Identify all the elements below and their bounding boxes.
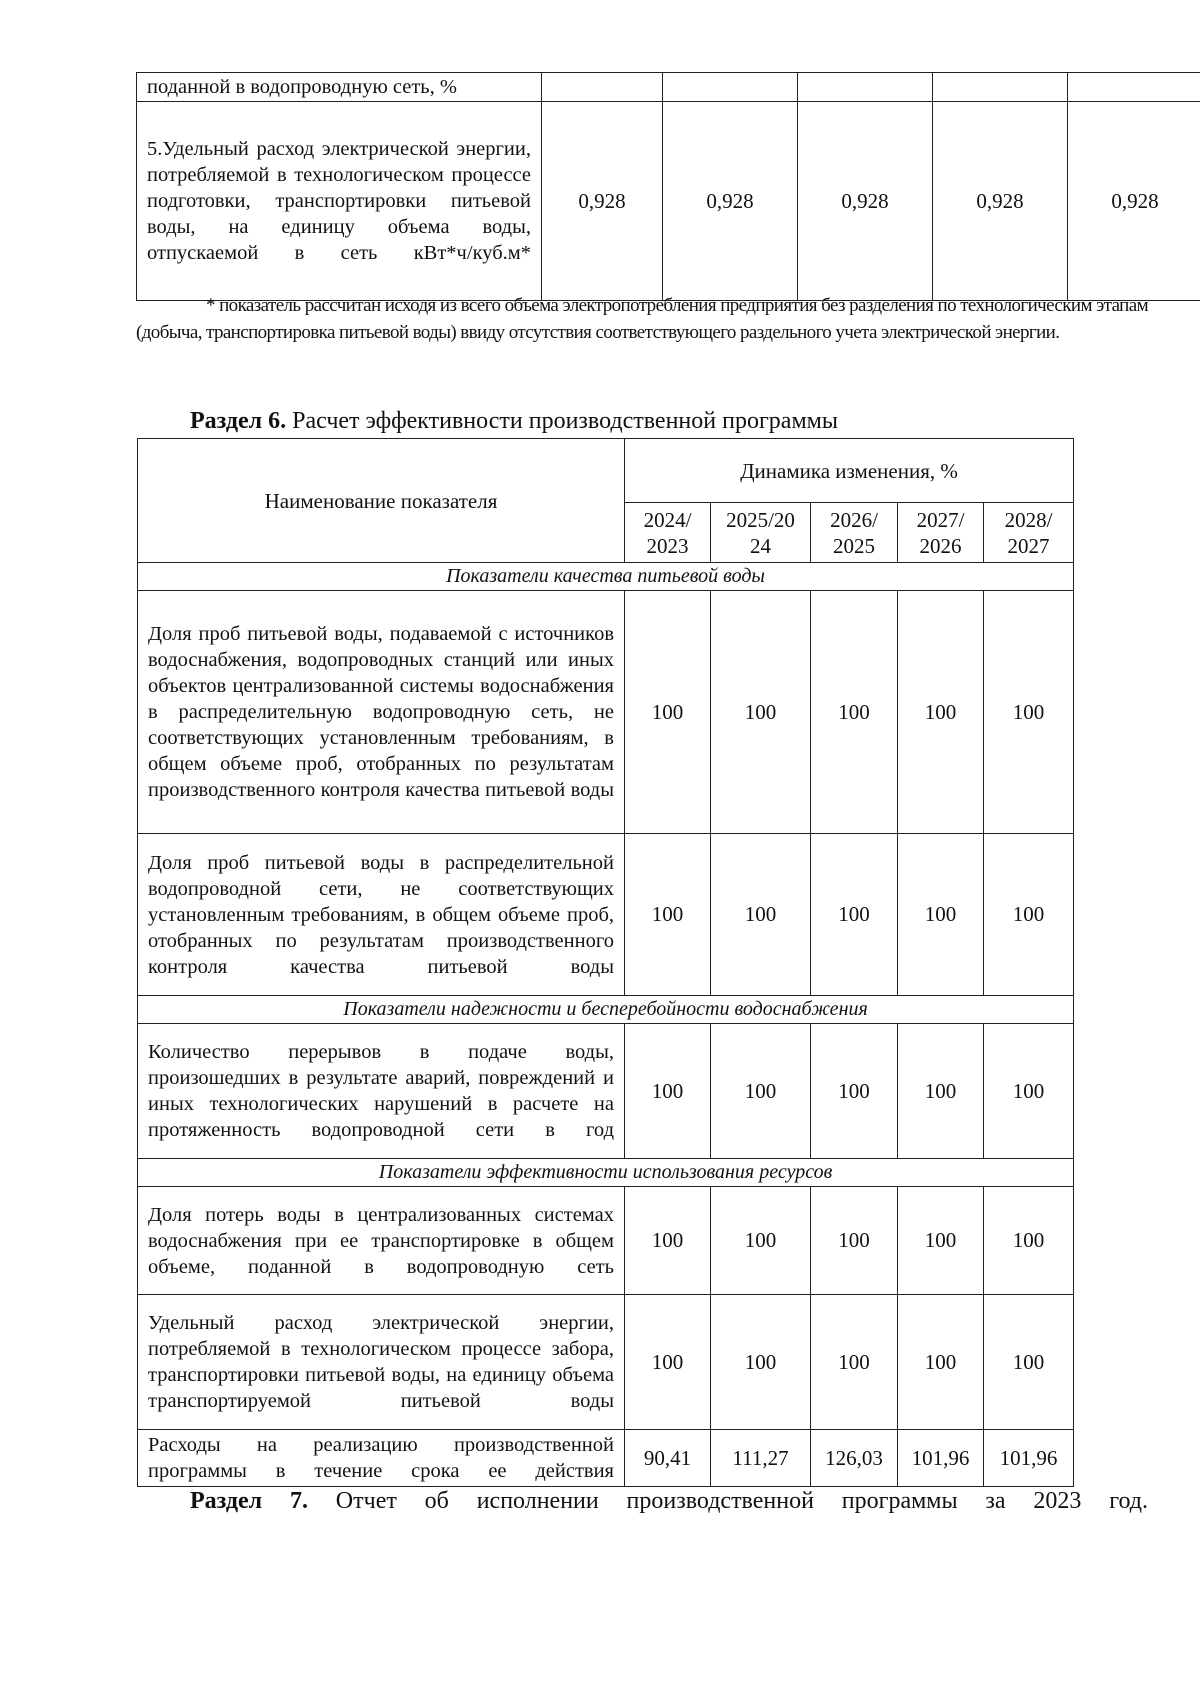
value-cell: 0,928 (663, 102, 798, 301)
footnote: * показатель рассчитан исходя из всего объема электропотребления предприятия без разделения по технологическим этапам (добыча, транспортировка питьевой воды) ввиду отсутствия соответствующего раздельного учета электрической энергии. (136, 295, 1148, 343)
value-cell: 100 (898, 591, 984, 834)
value-cell (933, 73, 1068, 102)
table-header-row (138, 439, 1074, 503)
row-label: поданной в водопроводную сеть, % (137, 73, 542, 102)
table-row (138, 591, 1074, 834)
category-row (138, 563, 1074, 591)
row-label: Доля проб питьевой воды, подаваемой с источников водоснабжения, водопроводных станций или иных объектов централизованной системы водоснабжения в распределительную водопроводную сеть, не соответствующих установленным требованиям, в общем объеме проб, отобранных по результатам производственного контроля качества питьевой воды (138, 591, 625, 834)
year-header: 2025/20 24 (711, 503, 811, 563)
value-cell: 0,928 (798, 102, 933, 301)
efficiency-table (137, 438, 1074, 1487)
value-cell: 0,928 (933, 102, 1068, 301)
row-label: 5.Удельный расход электрической энергии, потребляемой в технологическом процессе подготовки, транспортировки питьевой воды, на единицу объема воды, отпускаемой в сеть кВт*ч/куб.м* (137, 102, 542, 301)
table-row (138, 1187, 1074, 1295)
value-cell: 100 (625, 1295, 711, 1430)
row-label: Удельный расход электрической энергии, потребляемой в технологическом процессе забора, транспортировки питьевой воды, на единицу объема транспортируемой питьевой воды (138, 1295, 625, 1430)
category-title: Показатели надежности и бесперебойности водоснабжения (138, 996, 1074, 1024)
row-label: Доля потерь воды в централизованных системах водоснабжения при ее транспортировке в общем объеме, поданной в водопроводную сеть (138, 1187, 625, 1295)
dynamics-header: Динамика изменения, % (625, 439, 1074, 503)
value-cell: 100 (898, 1187, 984, 1295)
value-cell (798, 73, 933, 102)
value-cell: 100 (711, 591, 811, 834)
row-label: Количество перерывов в подаче воды, произошедших в результате аварий, повреждений и иных технологических нарушений в расчете на протяженность водопроводной сети в год (138, 1024, 625, 1159)
value-cell (663, 73, 798, 102)
value-cell: 100 (898, 1024, 984, 1159)
value-cell: 0,928 (542, 102, 663, 301)
value-cell: 100 (811, 1024, 898, 1159)
value-cell: 101,96 (984, 1430, 1074, 1487)
value-cell: 100 (984, 1187, 1074, 1295)
value-cell (1068, 73, 1200, 102)
value-cell: 100 (811, 1187, 898, 1295)
row-label: Расходы на реализацию производственной программы в течение срока ее действия (138, 1430, 625, 1487)
value-cell: 90,41 (625, 1430, 711, 1487)
table-row (138, 1295, 1074, 1430)
value-cell: 100 (811, 591, 898, 834)
row-label: Доля проб питьевой воды в распределительной водопроводной сети, не соответствующих установленным требованиям, в общем объеме проб, отобранных по результатам производственного контроля качества питьевой воды (138, 834, 625, 996)
value-cell (542, 73, 663, 102)
value-cell: 126,03 (811, 1430, 898, 1487)
table-row (137, 102, 1200, 301)
category-title: Показатели качества питьевой воды (138, 563, 1074, 591)
value-cell: 100 (711, 834, 811, 996)
value-cell: 100 (711, 1187, 811, 1295)
year-header: 2024/ 2023 (625, 503, 711, 563)
value-cell: 100 (898, 834, 984, 996)
year-header: 2026/ 2025 (811, 503, 898, 563)
section-6-heading: Раздел 6. Расчет эффективности производственной программы (190, 408, 838, 434)
category-title: Показатели эффективности использования ресурсов (138, 1159, 1074, 1187)
value-cell: 100 (625, 1024, 711, 1159)
value-cell: 100 (625, 834, 711, 996)
value-cell: 100 (984, 834, 1074, 996)
value-cell: 100 (898, 1295, 984, 1430)
value-cell: 100 (711, 1024, 811, 1159)
value-cell: 101,96 (898, 1430, 984, 1487)
category-row (138, 1159, 1074, 1187)
value-cell: 100 (811, 834, 898, 996)
table-row (138, 1430, 1074, 1487)
value-cell: 100 (811, 1295, 898, 1430)
table-row (138, 834, 1074, 996)
category-row (138, 996, 1074, 1024)
value-cell: 100 (984, 591, 1074, 834)
value-cell: 111,27 (711, 1430, 811, 1487)
value-cell: 100 (984, 1295, 1074, 1430)
value-cell: 100 (711, 1295, 811, 1430)
section-7-heading: Раздел 7. Отчет об исполнении производственной программы за 2023 год. (190, 1488, 1148, 1514)
value-cell: 100 (625, 1187, 711, 1295)
col-name-header: Наименование показателя (138, 439, 625, 563)
value-cell: 0,928 (1068, 102, 1200, 301)
continuation-table (136, 72, 1200, 301)
year-header: 2028/ 2027 (984, 503, 1074, 563)
year-header: 2027/ 2026 (898, 503, 984, 563)
value-cell: 100 (984, 1024, 1074, 1159)
value-cell: 100 (625, 591, 711, 834)
table-row (138, 1024, 1074, 1159)
table-row (137, 73, 1200, 102)
